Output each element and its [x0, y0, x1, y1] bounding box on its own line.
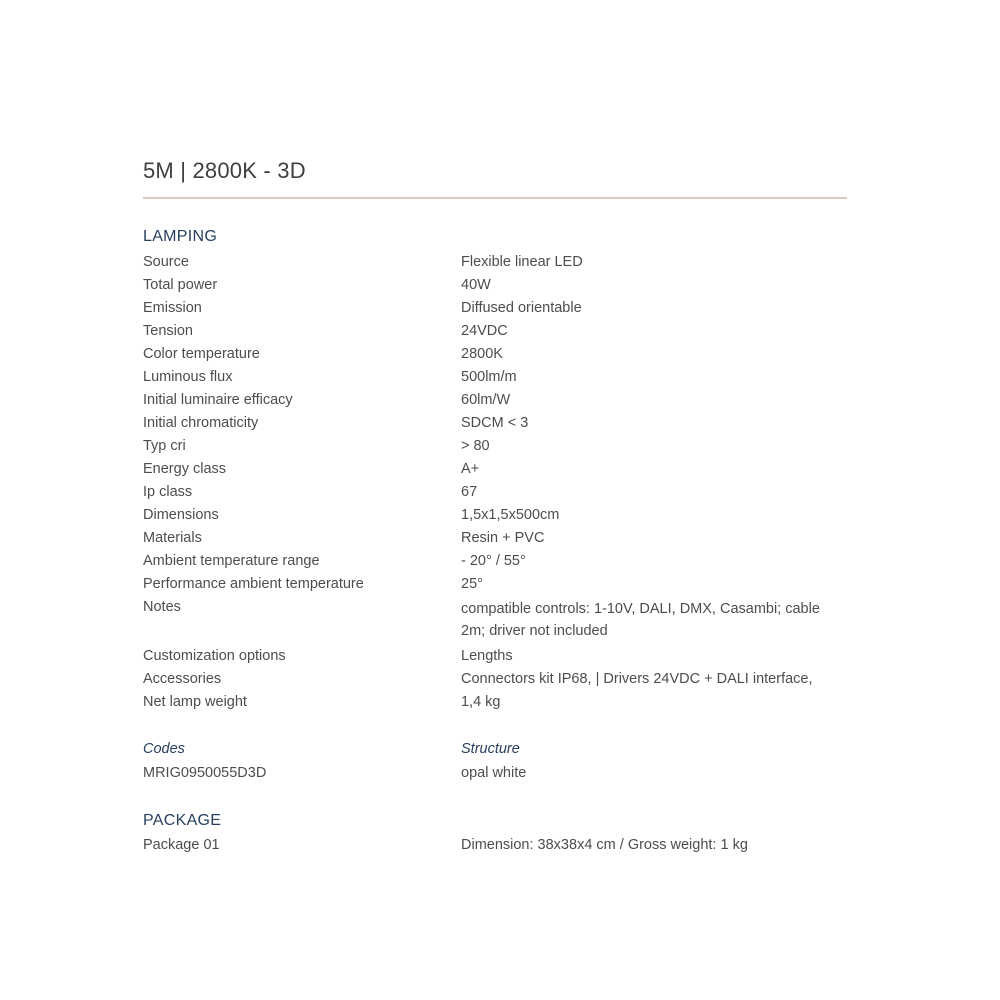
- package-label: Package 01: [143, 837, 220, 853]
- lamping-heading: LAMPING: [143, 228, 218, 245]
- spec-value: Connectors kit IP68, | Drivers 24VDC + DALI interface,: [461, 671, 813, 687]
- spec-label: Initial chromaticity: [143, 415, 259, 431]
- spec-label: Color temperature: [143, 346, 260, 362]
- spec-label: Luminous flux: [143, 369, 233, 385]
- spec-label: Source: [143, 254, 189, 270]
- spec-label: Ambient temperature range: [143, 553, 320, 569]
- structure-heading: Structure: [461, 741, 520, 757]
- spec-label: Total power: [143, 277, 218, 293]
- spec-value: 25°: [461, 576, 483, 592]
- structure-value: opal white: [461, 765, 527, 781]
- spec-label: Emission: [143, 300, 202, 316]
- spec-value: A+: [461, 461, 480, 477]
- spec-label: Materials: [143, 530, 202, 546]
- spec-row-emission: [143, 297, 847, 320]
- spec-label: Customization options: [143, 648, 286, 664]
- spec-label: Tension: [143, 323, 193, 339]
- spec-value: 24VDC: [461, 323, 508, 339]
- spec-row-materials: [143, 527, 847, 550]
- spec-value: 2800K: [461, 346, 503, 362]
- spec-value: compatible controls: 1-10V, DALI, DMX, Casambi; cable 2m; driver not included: [461, 601, 820, 639]
- spec-row-typ-cri: [143, 435, 847, 458]
- lamping-spec-list: [143, 251, 847, 714]
- package-value: Dimension: 38x38x4 cm / Gross weight: 1 kg: [461, 837, 748, 853]
- spec-row-total-power: [143, 274, 847, 297]
- spec-label: Accessories: [143, 671, 222, 687]
- spec-row-net-lamp-weight: [143, 691, 847, 714]
- spec-value: 1,5x1,5x500cm: [461, 507, 560, 523]
- spec-row-customization-options: [143, 645, 847, 668]
- spec-row-luminous-flux: [143, 366, 847, 389]
- spec-value: 1,4 kg: [461, 694, 501, 710]
- spec-value: 60lm/W: [461, 392, 511, 408]
- product-title: 5M | 2800K - 3D: [143, 158, 306, 183]
- spec-label: Ip class: [143, 484, 193, 500]
- spec-row-accessories: [143, 668, 847, 691]
- package-heading: PACKAGE: [143, 812, 222, 829]
- spec-label: Performance ambient temperature: [143, 576, 364, 592]
- spec-value: - 20° / 55°: [461, 553, 526, 569]
- spec-row-performance-ambient-temperature: [143, 573, 847, 596]
- spec-row-ambient-temperature-range: [143, 550, 847, 573]
- spec-value: Resin + PVC: [461, 530, 545, 546]
- spec-row-source: [143, 251, 847, 274]
- spec-label: Initial luminaire efficacy: [143, 392, 293, 408]
- spec-row-initial-luminaire-efficacy: [143, 389, 847, 412]
- title-divider: [143, 197, 847, 199]
- spec-value: > 80: [461, 438, 490, 454]
- spec-label: Energy class: [143, 461, 227, 477]
- spec-value: 67: [461, 484, 478, 500]
- spec-value: 40W: [461, 277, 491, 293]
- spec-label: Net lamp weight: [143, 694, 247, 710]
- spec-label: Dimensions: [143, 507, 219, 523]
- spec-row-initial-chromaticity: [143, 412, 847, 435]
- spec-value: 500lm/m: [461, 369, 517, 385]
- spec-value: Lengths: [461, 648, 513, 664]
- spec-label: Typ cri: [143, 438, 186, 454]
- spec-label: Notes: [143, 599, 181, 615]
- product-code: MRIG0950055D3D: [143, 765, 267, 781]
- spec-value: Flexible linear LED: [461, 254, 583, 270]
- spec-row-dimensions: [143, 504, 847, 527]
- spec-row-energy-class: [143, 458, 847, 481]
- spec-value: Diffused orientable: [461, 300, 582, 316]
- spec-row-color-temperature: [143, 343, 847, 366]
- spec-row-ip-class: [143, 481, 847, 504]
- codes-heading: Codes: [143, 741, 185, 757]
- spec-value: SDCM < 3: [461, 415, 529, 431]
- spec-row-notes: [143, 596, 847, 642]
- spec-row-tension: [143, 320, 847, 343]
